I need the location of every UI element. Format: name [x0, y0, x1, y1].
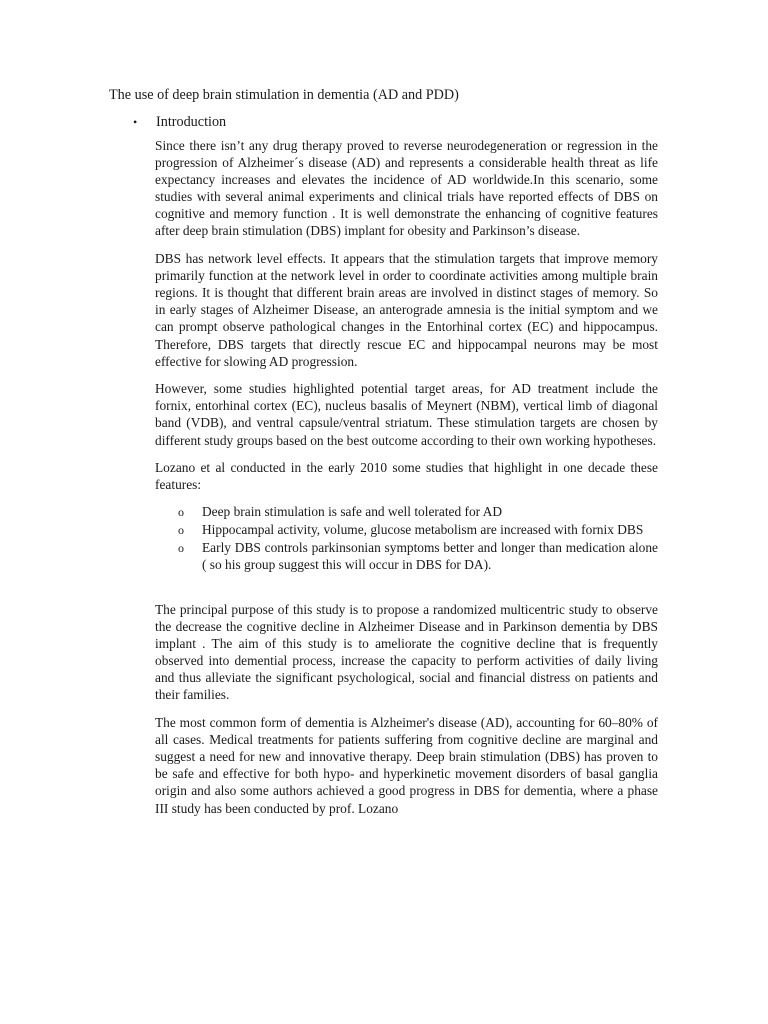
section-heading-label: Introduction	[156, 114, 227, 130]
paragraph-network-effects: DBS has network level effects. It appears that the stimulation targets that improve memory primarily function at the network level in order to coordinate activities among multiple brain regions. It is thought that different brain areas are involved in distinct stages of memory. So in early stages of Alzheimer Disease, an anterograde amnesia is the initial symptom and we can prompt observe pathological changes in the Entorhinal cortex (EC) and hippocampus. Therefore, DBS targets that directly rescue EC and hippocampal neurons may be most effective for slowing AD progression.	[155, 251, 658, 369]
circle-bullet-icon: o	[178, 541, 184, 556]
list-item-text: Hippocampal activity, volume, glucose metabolism are increased with fornix DBS	[202, 522, 644, 538]
paragraph-dementia-background: The most common form of dementia is Alzheimer's disease (AD), accounting for 60–80% of all cases. Medical treatments for patients suffering from cognitive decline are marginal and suggest a need for new and innovative therapy. Deep brain stimulation (DBS) has proven to be safe and effective for both hypo- and hyperkinetic movement disorders of basal ganglia origin and also some authors achieved a good progress in DBS for dementia, where a phase III study has been conducted by prof. Lozano	[155, 715, 658, 816]
paragraph-intro: Since there isn’t any drug therapy proved to reverse neurodegeneration or regression in the progression of Alzheimer´s disease (AD) and represents a considerable health threat as life expectancy increases and elevates the incidence of AD worldwide.In this scenario, some studies with several animal experiments and clinical trials have reported effects of DBS on cognitive and memory function . It is well demonstrate the enhancing of cognitive features after deep brain stimulation (DBS) implant for obesity and Parkinson’s disease.	[155, 138, 658, 239]
circle-bullet-icon: o	[178, 523, 184, 538]
list-item	[155, 522, 658, 538]
findings-list	[155, 504, 658, 573]
document-body	[155, 137, 658, 827]
list-item-text: Deep brain stimulation is safe and well tolerated for AD	[202, 503, 503, 519]
list-item	[155, 504, 658, 520]
circle-bullet-icon: o	[178, 504, 184, 519]
list-item-text: Early DBS controls parkinsonian symptoms better and longer than medication alone ( so his group suggest this will occur in DBS for DA).	[202, 540, 658, 572]
paragraph-study-purpose: The principal purpose of this study is to propose a randomized multicentric study to observe the decrease the cognitive decline in Alzheimer Disease and in Parkinson dementia by DBS implant . The aim of this study is to ameliorate the cognitive decline that is frequently observed into demential process, increase the capacity to perform activities of daily living and thus alleviate the significant psychological, social and financial distress on patients and their families.	[155, 601, 658, 703]
list-item	[155, 540, 658, 573]
document-title: The use of deep brain stimulation in dementia (AD and PDD)	[109, 87, 459, 103]
paragraph-lozano: Lozano et al conducted in the early 2010 some studies that highlight in one decade these features:	[155, 460, 658, 493]
bullet-icon: •	[133, 115, 138, 129]
paragraph-target-areas: However, some studies highlighted potential target areas, for AD treatment include the fornix, entorhinal cortex (EC), nucleus basalis of Meynert (NBM), vertical limb of diagonal band (VDB), and ventral capsule/ventral striatum. These stimulation targets are chosen by different study groups based on the best outcome according to their own working hypotheses.	[155, 381, 658, 448]
